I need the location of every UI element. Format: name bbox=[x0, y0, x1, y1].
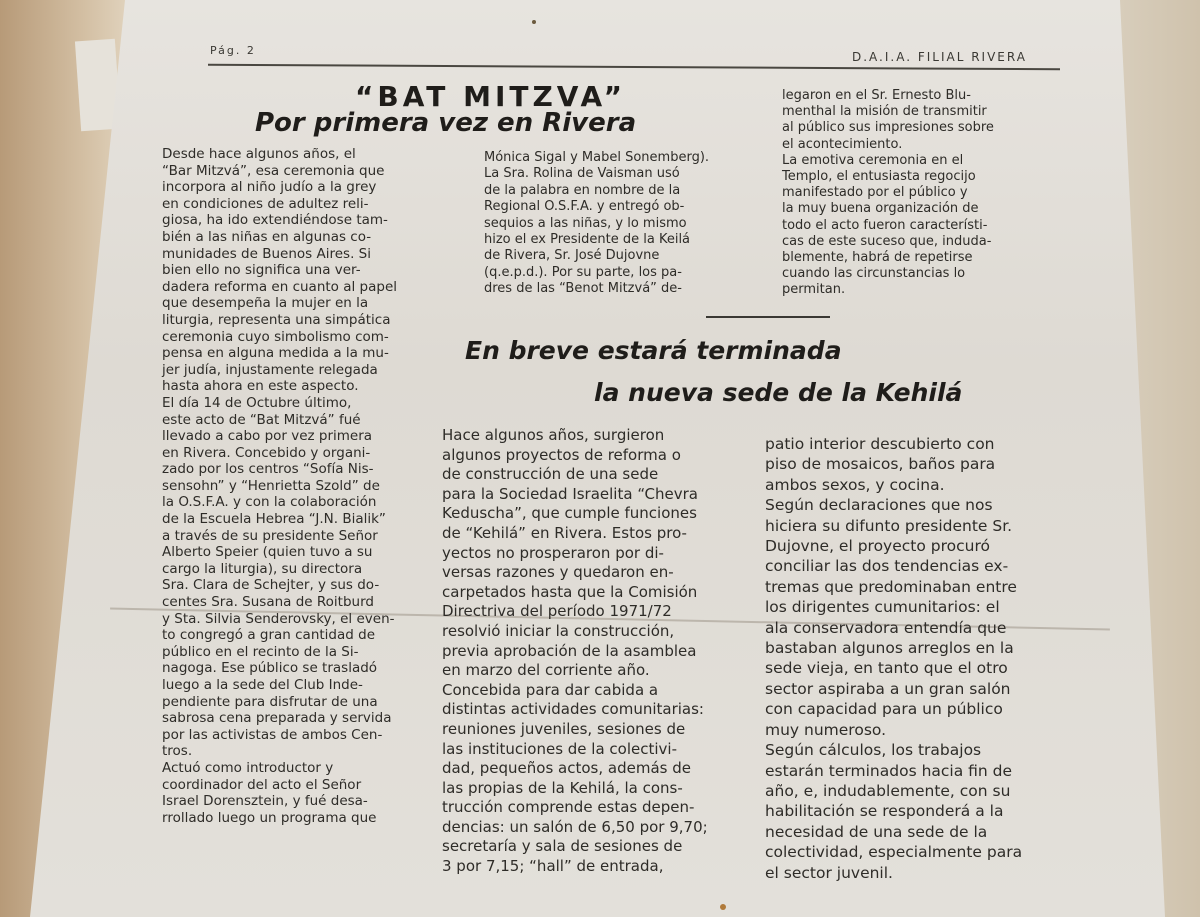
dust-speck bbox=[532, 20, 536, 24]
header-rule bbox=[208, 64, 1060, 70]
text-line: ala conservadora entendía que bbox=[765, 618, 1007, 637]
article1-column1 bbox=[162, 146, 462, 826]
text-line: blemente, habrá de repetirse bbox=[782, 250, 973, 266]
text-line: sede vieja, en tanto que el otro bbox=[765, 659, 1008, 678]
text-line: en Rivera. Concebido y organi- bbox=[162, 444, 371, 461]
page-number: Pág. 2 bbox=[210, 44, 256, 57]
text-line: giosa, ha ido extendiéndose tam- bbox=[162, 212, 388, 229]
text-line: dres de las “Benot Mitzvá” de- bbox=[484, 281, 682, 297]
article2-title-line2: la nueva sede de la Kehilá bbox=[594, 378, 963, 407]
text-line: resolvió iniciar la construcción, bbox=[442, 621, 675, 640]
text-line: algunos proyectos de reforma o bbox=[442, 445, 681, 464]
text-line: pendiente para disfrutar de una bbox=[162, 693, 378, 710]
text-line: la muy buena organización de bbox=[782, 201, 979, 217]
text-line: que desempeña la mujer en la bbox=[162, 295, 369, 312]
text-line: para la Sociedad Israelita “Chevra bbox=[442, 484, 698, 503]
text-line: luego a la sede del Club Inde- bbox=[162, 677, 363, 693]
text-line: Hace algunos años, surgieron bbox=[442, 426, 665, 444]
text-line: de Rivera, Sr. José Dujovne bbox=[484, 248, 660, 264]
text-line: Mónica Sigal y Mabel Sonemberg). bbox=[484, 150, 710, 165]
text-line: el sector juvenil. bbox=[765, 863, 893, 882]
text-line: distintas actividades comunitarias: bbox=[442, 700, 704, 719]
dust-speck bbox=[720, 904, 726, 910]
text-line: permitan. bbox=[782, 282, 846, 298]
article1-subtitle: Por primera vez en Rivera bbox=[255, 108, 637, 138]
text-line: pensa en alguna medida a la mu- bbox=[162, 345, 389, 362]
text-line: Alberto Speier (quien tuvo a su bbox=[162, 544, 373, 561]
text-line: incorpora al niño judío a la grey bbox=[162, 179, 377, 196]
text-line: Según cálculos, los trabajos bbox=[765, 741, 982, 760]
section-divider bbox=[706, 316, 830, 318]
text-line: rrollado luego un programa que bbox=[162, 809, 377, 826]
text-line: La Sra. Rolina de Vaisman usó bbox=[484, 166, 680, 182]
text-line: muy numeroso. bbox=[765, 720, 887, 739]
text-line: cargo la liturgia), su directora bbox=[162, 560, 363, 577]
text-line: previa aprobación de la asamblea bbox=[442, 641, 697, 660]
text-line: año, e, indudablemente, con su bbox=[765, 781, 1011, 800]
text-line: piso de mosaicos, baños para bbox=[765, 455, 996, 474]
article1-column2 bbox=[484, 150, 760, 298]
text-line: a través de su presidente Señor bbox=[162, 527, 378, 544]
text-line: trucción comprende estas depen- bbox=[442, 798, 695, 817]
article2-title-line1: En breve estará terminada bbox=[465, 336, 842, 365]
text-line: legaron en el Sr. Ernesto Blu- bbox=[782, 88, 971, 103]
text-line: zado por los centros “Sofía Nis- bbox=[162, 461, 374, 478]
text-line: El día 14 de Octubre último, bbox=[162, 394, 352, 411]
text-line: Keduscha”, que cumple funciones bbox=[442, 504, 697, 523]
text-line: sensohn” y “Henrietta Szold” de bbox=[162, 477, 380, 494]
text-line: sector aspiraba a un gran salón bbox=[765, 679, 1011, 698]
text-line: conciliar las dos tendencias ex- bbox=[765, 557, 1009, 576]
text-line: Israel Dorensztein, y fué desa- bbox=[162, 793, 368, 810]
text-line: Directriva del período 1971/72 bbox=[442, 602, 672, 621]
text-line: bién a las niñas en algunas co- bbox=[162, 228, 372, 245]
text-line: Concebida para dar cabida a bbox=[442, 680, 659, 699]
text-line: ceremonia cuyo simbolismo com- bbox=[162, 328, 389, 345]
text-line: bastaban algunos arreglos en la bbox=[765, 639, 1014, 658]
text-line: con capacidad para un público bbox=[765, 700, 1003, 719]
text-line: coordinador del acto el Señor bbox=[162, 776, 362, 793]
text-line: nagoga. Ese público se trasladó bbox=[162, 660, 378, 677]
text-line: sabrosa cena preparada y servida bbox=[162, 710, 392, 727]
text-line: y Sta. Silvia Senderovsky, el even- bbox=[162, 610, 395, 627]
text-line: Actuó como introductor y bbox=[162, 759, 334, 776]
text-line: todo el acto fueron característi- bbox=[782, 217, 988, 233]
text-line: en marzo del corriente año. bbox=[442, 661, 650, 680]
text-line: hiciera su difunto presidente Sr. bbox=[765, 516, 1013, 535]
publication-name: D.A.I.A. FILIAL RIVERA bbox=[852, 50, 1027, 64]
text-line: de la Escuela Hebrea “J.N. Bialik” bbox=[162, 511, 386, 528]
text-line: llevado a cabo por vez primera bbox=[162, 428, 373, 445]
text-line: Sra. Clara de Schejter, y sus do- bbox=[162, 577, 380, 594]
text-line: habilitación se responderá a la bbox=[765, 802, 1004, 821]
text-line: hasta ahora en este aspecto. bbox=[162, 378, 359, 395]
text-line: Templo, el entusiasta regocijo bbox=[782, 169, 976, 185]
text-line: “Bar Mitzvá”, esa ceremonia que bbox=[162, 162, 385, 179]
text-line: (q.e.p.d.). Por su parte, los pa- bbox=[484, 264, 682, 280]
text-line: ambos sexos, y cocina. bbox=[765, 475, 945, 494]
article2-column2 bbox=[765, 434, 1087, 883]
text-line: dad, pequeños actos, además de bbox=[442, 759, 691, 778]
text-line: por las activistas de ambos Cen- bbox=[162, 726, 383, 743]
text-line: La emotiva ceremonia en el bbox=[782, 152, 964, 168]
text-line: las propias de la Kehilá, la cons- bbox=[442, 778, 683, 797]
text-line: de construcción de una sede bbox=[442, 465, 659, 484]
text-line: yectos no prosperaron por di- bbox=[442, 543, 664, 562]
text-line: necesidad de una sede de la bbox=[765, 822, 988, 841]
text-line: carpetados hasta que la Comisión bbox=[442, 582, 698, 601]
text-line: jer judía, injustamente relegada bbox=[162, 361, 378, 378]
text-line: patio interior descubierto con bbox=[765, 435, 995, 453]
text-line: colectividad, especialmente para bbox=[765, 843, 1023, 862]
text-line: liturgia, representa una simpática bbox=[162, 311, 391, 328]
text-line: al público sus impresiones sobre bbox=[782, 120, 994, 136]
text-line: público en el recinto de la Si- bbox=[162, 643, 359, 660]
text-line: este acto de “Bat Mitzvá” fué bbox=[162, 411, 361, 428]
text-line: manifestado por el público y bbox=[782, 185, 968, 201]
text-line: Según declaraciones que nos bbox=[765, 496, 993, 515]
text-line: la O.S.F.A. y con la colaboración bbox=[162, 494, 377, 511]
text-line: dencias: un salón de 6,50 por 9,70; bbox=[442, 817, 708, 836]
article1-title: “BAT MITZVA” bbox=[355, 80, 627, 113]
text-line: munidades de Buenos Aires. Si bbox=[162, 245, 371, 262]
text-line: Dujovne, el proyecto procuró bbox=[765, 537, 990, 556]
article1-column3 bbox=[782, 88, 1066, 299]
text-line: secretaría y sala de sesiones de bbox=[442, 837, 683, 856]
text-line: el acontecimiento. bbox=[782, 136, 903, 152]
text-line: hizo el ex Presidente de la Keilá bbox=[484, 232, 691, 248]
text-line: en condiciones de adultez reli- bbox=[162, 195, 369, 212]
text-line: dadera reforma en cuanto al papel bbox=[162, 278, 398, 295]
text-line: menthal la misión de transmitir bbox=[782, 104, 987, 120]
text-line: cas de este suceso que, induda- bbox=[782, 233, 992, 249]
text-line: sequios a las niñas, y lo mismo bbox=[484, 215, 687, 231]
article2-column1 bbox=[442, 426, 748, 877]
text-line: de “Kehilá” en Rivera. Estos pro- bbox=[442, 523, 687, 542]
text-line: to congregó a gran cantidad de bbox=[162, 627, 376, 644]
text-line: de la palabra en nombre de la bbox=[484, 182, 681, 198]
text-line: estarán terminados hacia fin de bbox=[765, 761, 1013, 780]
text-line: reuniones juveniles, sesiones de bbox=[442, 719, 686, 738]
text-line: las instituciones de la colectivi- bbox=[442, 739, 677, 758]
text-line: centes Sra. Susana de Roitburd bbox=[162, 594, 374, 611]
text-line: 3 por 7,15; “hall” de entrada, bbox=[442, 857, 664, 876]
text-line: los dirigentes cumunitarios: el bbox=[765, 598, 1000, 617]
text-line: Regional O.S.F.A. y entregó ob- bbox=[484, 199, 685, 215]
text-line: Desde hace algunos años, el bbox=[162, 146, 356, 162]
text-line: cuando las circunstancias lo bbox=[782, 266, 966, 282]
text-line: tros. bbox=[162, 743, 193, 760]
text-line: bien ello no significa una ver- bbox=[162, 262, 361, 279]
text-line: versas razones y quedaron en- bbox=[442, 563, 674, 582]
text-line: tremas que predominaban entre bbox=[765, 577, 1017, 596]
